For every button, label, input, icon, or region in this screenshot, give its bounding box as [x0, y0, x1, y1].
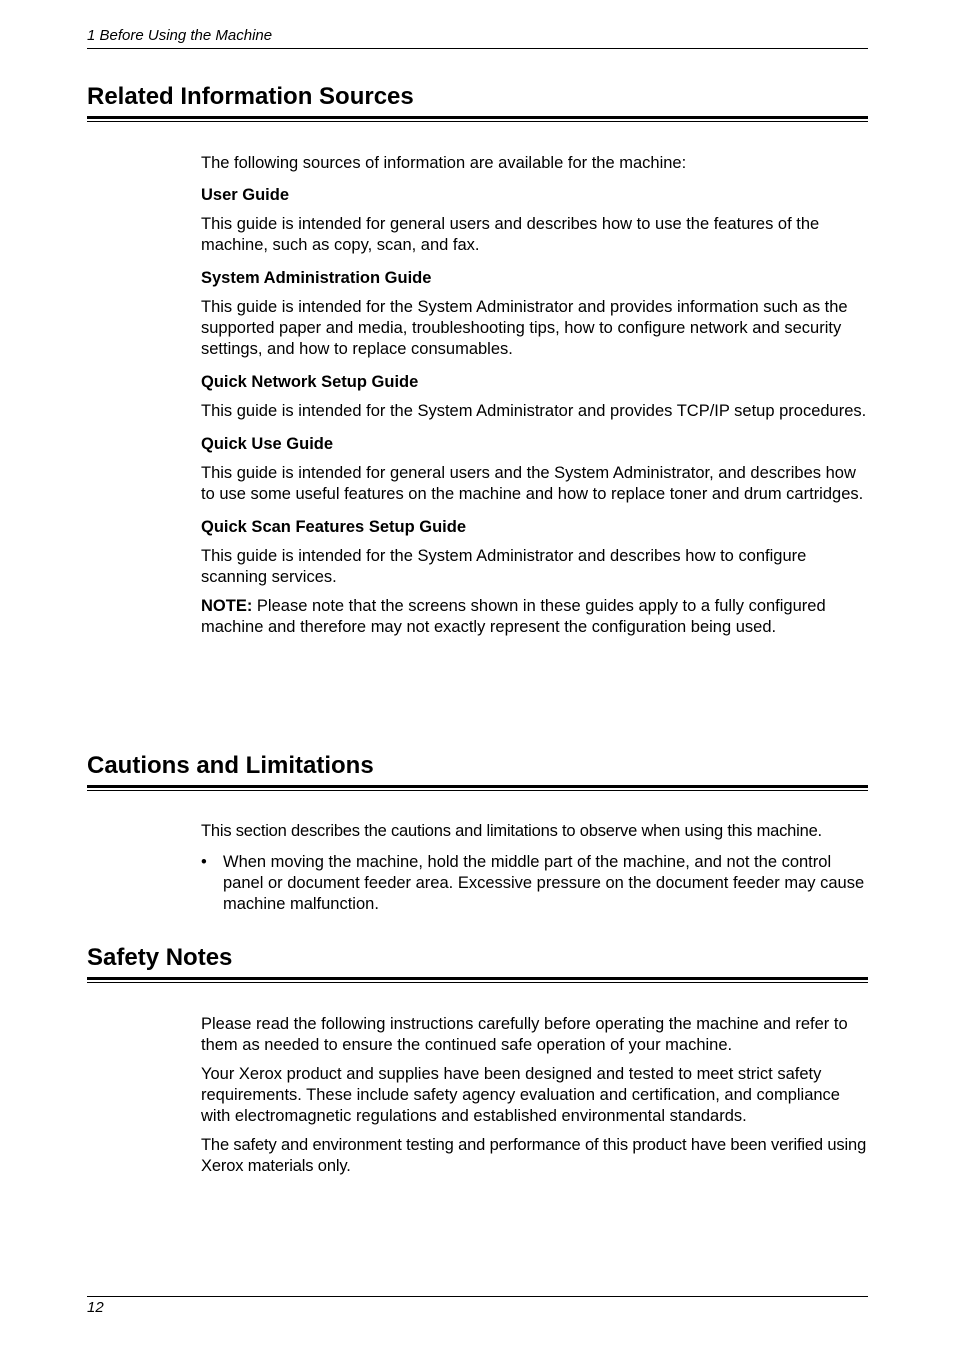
heading-rule: [87, 116, 868, 122]
note-label: NOTE:: [201, 597, 253, 615]
safety-body: [201, 1014, 869, 1185]
related-intro: The following sources of information are available for the machine:: [201, 154, 687, 172]
heading-safety-notes: Safety Notes: [87, 944, 233, 971]
guide-text: This guide is intended for the System Administrator and describes how to configure scanning services.: [201, 547, 807, 586]
heading-rule: [87, 785, 868, 791]
safety-paragraph: Please read the following instructions carefully before operating the machine and refer to them as needed to ensure the continued safe operation of your machine.: [201, 1015, 848, 1054]
heading-related-information-sources: Related Information Sources: [87, 83, 414, 110]
bullet-marker: •: [201, 853, 207, 871]
note-text: Please note that the screens shown in these guides apply to a fully configured machine and therefore may not exactly represent the configuration being used.: [201, 597, 826, 636]
heading-rule: [87, 977, 868, 983]
guide-entry: [201, 185, 869, 256]
guide-text: This guide is intended for general users and describes how to use the features of the machine, such as copy, scan, and fax.: [201, 215, 820, 254]
guide-entry: [201, 517, 869, 588]
guide-text: This guide is intended for general users and the System Administrator, and describes how to use some useful features on the machine and how to replace toner and drum cartridges.: [201, 464, 864, 503]
page-number: 12: [87, 1299, 104, 1316]
running-header: 1 Before Using the Machine: [87, 27, 868, 49]
section-heading-safety: [87, 944, 868, 983]
section-heading-cautions: [87, 752, 868, 791]
note-paragraph: [201, 596, 869, 638]
safety-paragraph: The safety and environment testing and performance of this product have been verified using Xerox materials only.: [201, 1136, 867, 1175]
guide-title: System Administration Guide: [201, 269, 432, 287]
guide-title: User Guide: [201, 186, 290, 204]
guide-entry: [201, 434, 869, 505]
section-heading-related: [87, 83, 868, 122]
guide-title: Quick Use Guide: [201, 435, 334, 453]
bullet-text: When moving the machine, hold the middle part of the machine, and not the control panel or document feeder area. Excessive pressure on the document feeder may cause machine malfunction.: [223, 853, 865, 913]
guide-entry: [201, 372, 869, 422]
guide-text: This guide is intended for the System Administrator and provides TCP/IP setup procedures.: [201, 402, 867, 420]
cautions-body: [201, 821, 869, 923]
page-footer: [87, 1296, 868, 1317]
guide-title: Quick Network Setup Guide: [201, 373, 419, 391]
guide-text: This guide is intended for the System Administrator and provides information such as the supported paper and media, troubleshooting tips, how to configure network and security settings, and how to replace consumables.: [201, 298, 848, 358]
heading-cautions-and-limitations: Cautions and Limitations: [87, 752, 374, 779]
bullet-item: [201, 852, 869, 915]
guide-title: Quick Scan Features Setup Guide: [201, 518, 466, 536]
cautions-intro: This section describes the cautions and limitations to observe when using this machine.: [201, 822, 822, 840]
related-body: [201, 153, 869, 646]
guide-entry: [201, 268, 869, 360]
safety-paragraph: Your Xerox product and supplies have been designed and tested to meet strict safety requirements. These include safety agency evaluation and certification, and compliance with electromagnetic regulations and established environmental standards.: [201, 1065, 840, 1125]
